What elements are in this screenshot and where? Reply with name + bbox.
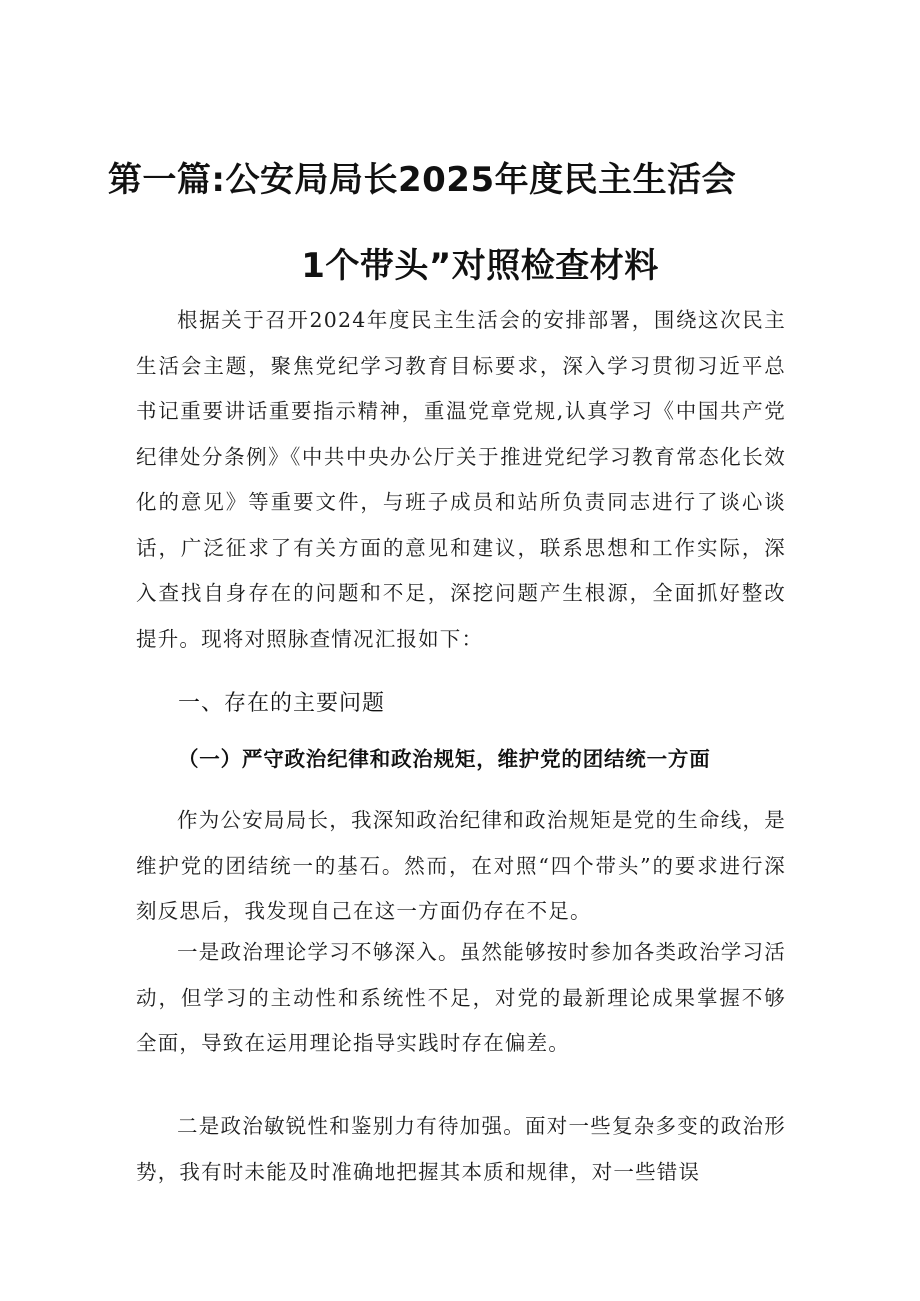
section-heading: 一、存在的主要问题 xyxy=(178,691,386,716)
document-title-line-1: 第一篇:公安局局长2025年度民主生活会 xyxy=(107,160,737,200)
document-title-line-2: 1个带头”对照检查材料 xyxy=(301,246,659,286)
subsection-heading: （一）严守政治纪律和政治规矩，维护党的团结统一方面 xyxy=(178,747,711,771)
body-paragraph-2: 一是政治理论学习不够深入。虽然能够按时参加各类政治学习活动，但学习的主动性和系统性不足，对党的最新理论成果掌握不够全面，导致在运用理论指导实践时存在偏差。 xyxy=(136,940,786,1055)
intro-paragraph: 根据关于召开2024年度民主生活会的安排部署，围绕这次民主生活会主题，聚焦党纪学习教育目标要求，深入学习贯彻习近平总书记重要讲话重要指示精神，重温党章党规,认真学习《中国共产党纪律处分条例》《中共中央办公厅关于推进党纪学习教育常态化长效化的意见》等重要文件，与班子成员和站所负责同志进行了谈心谈话，广泛征求了有关方面的意见和建议，联系思想和工作实际，深入查找自身存在的问题和不足，深挖问题产生根源，全面抓好整改提升。现将对照脉查情况汇报如下： xyxy=(136,308,786,651)
body-paragraph-1: 作为公安局局长，我深知政治纪律和政治规矩是党的生命线，是维护党的团结统一的基石。然而，在对照“四个带头”的要求进行深刻反思后，我发现自己在这一方面仍存在不足。 xyxy=(136,808,786,923)
body-paragraph-3: 二是政治敏锐性和鉴别力有待加强。面对一些复杂多变的政治形势，我有时未能及时准确地把握其本质和规律，对一些错误 xyxy=(136,1114,786,1184)
